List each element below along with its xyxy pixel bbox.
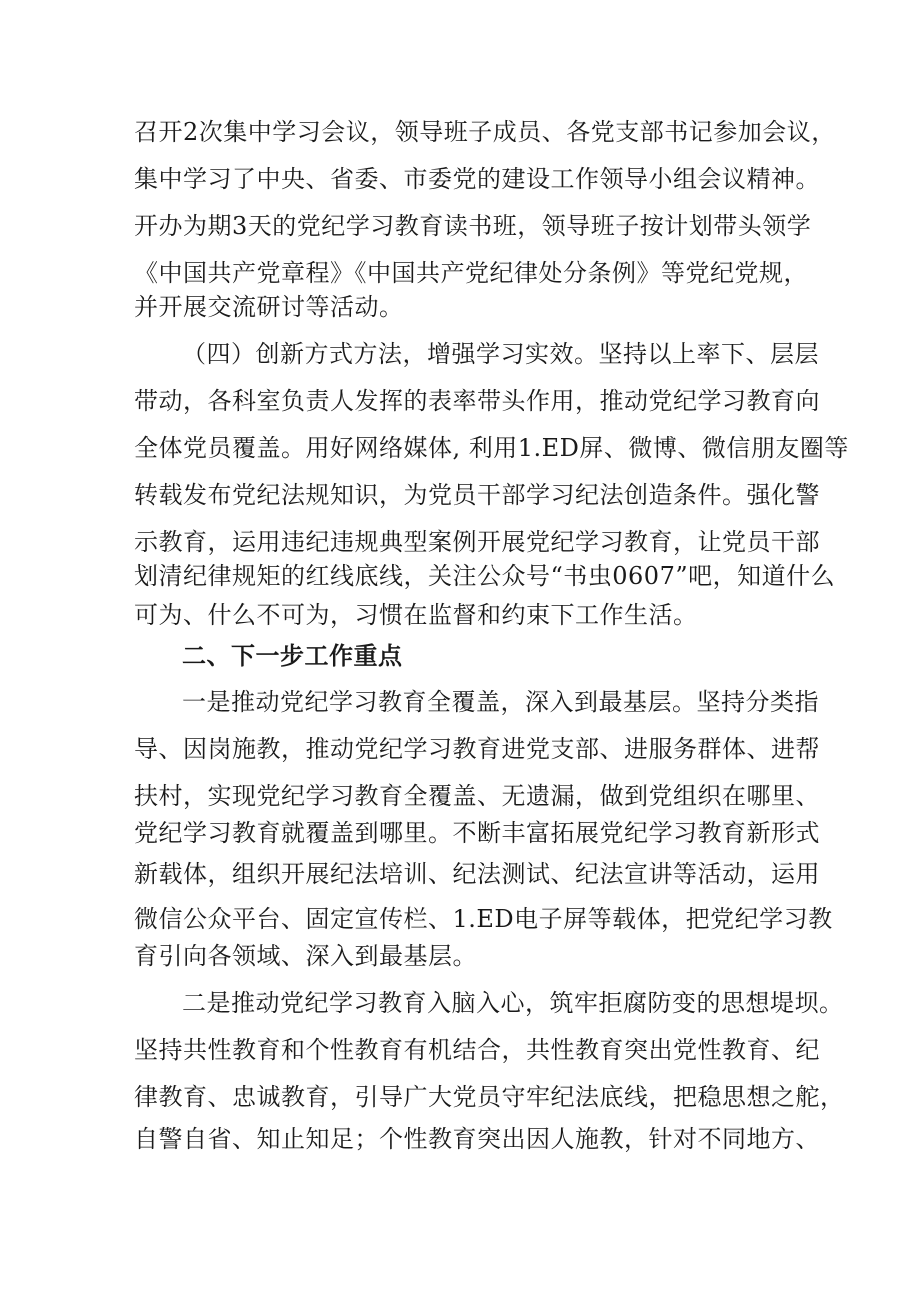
text-line-7: 带动，各科室负责人发挥的表率带头作用，推动党纪学习教育向: [134, 387, 820, 415]
text-line-11: 划清纪律规矩的红线底线，关注公众号“书虫0607”吧，知道什么: [134, 562, 836, 590]
text-line-3: 开办为期3天的党纪学习教育读书班，领导班子按计划带头领学: [134, 212, 812, 240]
point-two-paragraph-start: 二是推动党纪学习教育入脑入心，筑牢拒腐防变的思想堤坝。: [182, 989, 844, 1017]
text-line-18: 新载体，组织开展纪法培训、纪法测试、纪法宣讲等活动，运用: [134, 860, 820, 888]
text-line-2: 集中学习了中央、省委、市委党的建设工作领导小组会议精神。: [134, 165, 820, 193]
section-4-paragraph-start: （四）创新方式方法，增强学习实效。坚持以上率下、层层: [182, 340, 819, 368]
text-line-12: 可为、什么不可为，习惯在监督和约束下工作生活。: [134, 601, 698, 629]
text-line-23: 律教育、忠诚教育，引导广大党员守牢纪法底线，把稳思想之舵，: [134, 1083, 845, 1111]
text-line-16: 扶村，实现党纪学习教育全覆盖、无遗漏，做到党组织在哪里、: [134, 782, 820, 810]
section-heading: 二、下一步工作重点: [182, 641, 403, 670]
text-line-24: 自警自省、知止知足；个性教育突出因人施教，针对不同地方、: [134, 1125, 820, 1153]
point-one-paragraph-start: 一是推动党纪学习教育全覆盖，深入到最基层。坚持分类指: [182, 688, 819, 716]
text-line-22: 坚持共性教育和个性教育有机结合，共性教育突出党性教育、纪: [134, 1036, 820, 1064]
text-line-10: 示教育，运用违纪违规典型案例开展党纪学习教育，让党员干部: [134, 528, 820, 556]
text-line-15: 导、因岗施教，推动党纪学习教育进党支部、进服务群体、进帮: [134, 735, 820, 763]
text-line-19: 微信公众平台、固定宣传栏、1.ED电子屏等载体，把党纪学习教: [134, 905, 833, 933]
text-line-17: 党纪学习教育就覆盖到哪里。不断丰富拓展党纪学习教育新形式: [134, 819, 820, 847]
text-line-9: 转载发布党纪法规知识，为党员干部学习纪法创造条件。强化警: [134, 481, 820, 509]
text-line-4: 《中国共产党章程》《中国共产党纪律处分条例》等党纪党规，: [134, 259, 808, 287]
text-line-8: 全体党员覆盖。用好网络媒体, 利用1.ED屏、微博、微信朋友圈等: [134, 434, 849, 462]
text-line-20: 育引向各领域、深入到最基层。: [134, 942, 477, 970]
text-line-5: 并开展交流研讨等活动。: [134, 293, 404, 321]
text-line-1: 召开2次集中学习会议，领导班子成员、各党支部书记参加会议，: [134, 118, 836, 146]
